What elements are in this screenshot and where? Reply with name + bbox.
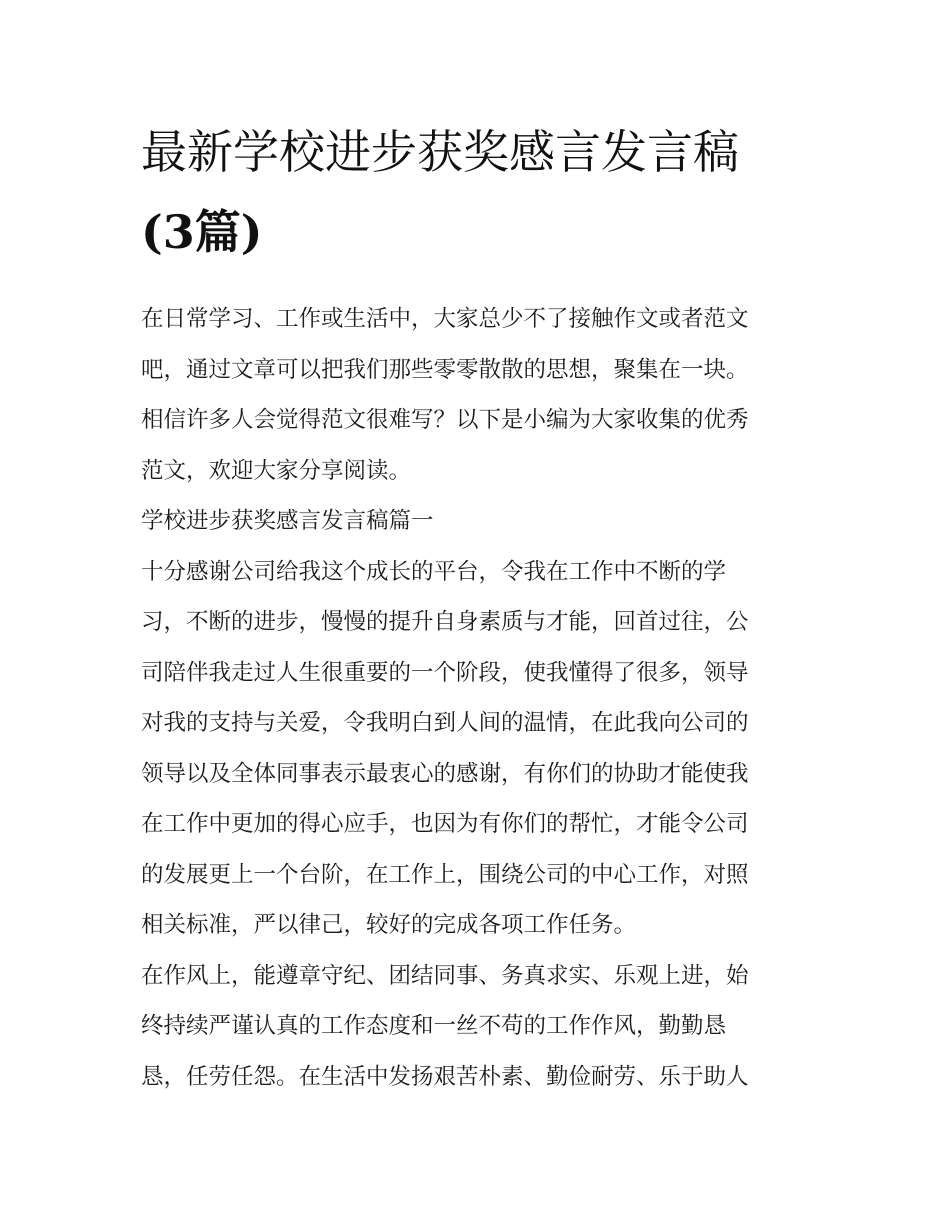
- text-line: 吧，通过文章可以把我们那些零零散散的思想，聚集在一块。: [141, 356, 749, 383]
- title-line: (3篇): [141, 205, 263, 259]
- text-line: 终持续严谨认真的工作态度和一丝不苟的工作作风，勤勤恳: [141, 1013, 727, 1039]
- text-line: 在日常学习、工作或生活中，大家总少不了接触作文或者范文: [141, 306, 749, 332]
- body-paragraph-2: [141, 951, 821, 1103]
- text-line: 在作风上，能遵章守纪、团结同事、务真求实、乐观上进，始: [141, 962, 749, 989]
- section-heading-text: 学校进步获奖感言发言稿篇一: [141, 508, 434, 534]
- text-line: 习，不断的进步，慢慢的提升自身素质与才能，回首过往，公: [141, 609, 749, 635]
- document-title: [141, 112, 821, 272]
- title-line: 最新学校进步获奖感言发言稿: [141, 125, 739, 179]
- text-line: 范文，欢迎大家分享阅读。: [141, 457, 412, 484]
- text-line: 对我的支持与关爱，令我明白到人间的温情，在此我向公司的: [141, 710, 749, 736]
- intro-paragraph: [141, 294, 821, 496]
- text-line: 领导以及全体同事表示最衷心的感谢，有你们的协助才能使我: [141, 760, 749, 787]
- text-line: 司陪伴我走过人生很重要的一个阶段，使我懂得了很多，领导: [141, 659, 749, 686]
- section-heading: [141, 496, 821, 547]
- text-line: 在工作中更加的得心应手，也因为有你们的帮忙，才能令公司: [141, 811, 749, 837]
- text-line: 的发展更上一个台阶，在工作上，围绕公司的中心工作，对照: [141, 861, 749, 888]
- document-body: [141, 112, 821, 1102]
- text-line: 十分感谢公司给我这个成长的平台，令我在工作中不断的学: [141, 558, 727, 585]
- text-line: 相关标准，严以律己，较好的完成各项工作任务。: [141, 912, 637, 938]
- text-line: 相信许多人会觉得范文很难写？以下是小编为大家收集的优秀: [141, 407, 749, 433]
- text-line: 恳，任劳任怨。在生活中发扬艰苦朴素、勤俭耐劳、乐于助人: [141, 1063, 749, 1090]
- body-paragraph-1: [141, 547, 821, 951]
